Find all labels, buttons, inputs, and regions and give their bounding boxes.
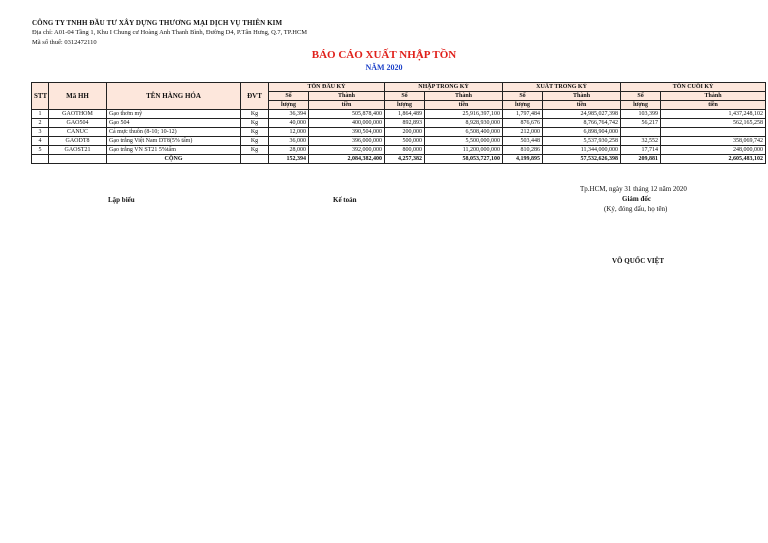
subheader-qty-top: Số — [269, 92, 309, 101]
cell-stt: 3 — [32, 128, 49, 137]
cell-qty: 892,893 — [385, 119, 425, 128]
cell-stt: 1 — [32, 110, 49, 119]
subheader-qty-top: Số — [503, 92, 543, 101]
total-amount: 2,605,483,102 — [661, 155, 766, 164]
table-row — [32, 128, 766, 137]
cell-qty: 56,217 — [621, 119, 661, 128]
cell-amount: 400,000,000 — [309, 119, 385, 128]
total-amount: 58,053,727,100 — [425, 155, 503, 164]
cell-stt: 5 — [32, 146, 49, 155]
cell-unit — [241, 155, 269, 164]
cell-unit: Kg — [241, 128, 269, 137]
subheader-qty-bottom: lượng — [385, 101, 425, 110]
cell-amount — [661, 128, 766, 137]
cell-qty: 200,000 — [385, 128, 425, 137]
report-date: Tp.HCM, ngày 31 tháng 12 năm 2020 — [580, 185, 687, 193]
cell-qty: 876,676 — [503, 119, 543, 128]
accountant-label: Kế toán — [333, 196, 357, 204]
cell-code: CANUC — [49, 128, 107, 137]
cell-amount: 5,537,930,258 — [543, 137, 621, 146]
subheader-amount-bottom: tiền — [425, 101, 503, 110]
cell-qty: 1,797,484 — [503, 110, 543, 119]
cell-amount: 11,344,000,000 — [543, 146, 621, 155]
cell-unit: Kg — [241, 137, 269, 146]
cell-qty — [621, 128, 661, 137]
preparer-label: Lập biểu — [108, 196, 135, 204]
company-name: CÔNG TY TNHH ĐẦU TƯ XÂY DỰNG THƯƠNG MẠI DỊCH VỤ THIÊN KIM — [32, 19, 283, 27]
cell-stt: 2 — [32, 119, 49, 128]
cell-qty: 40,000 — [269, 119, 309, 128]
cell-amount: 396,000,000 — [309, 137, 385, 146]
cell-qty: 1,864,489 — [385, 110, 425, 119]
cell-amount: 562,165,258 — [661, 119, 766, 128]
subheader-qty-bottom: lượng — [269, 101, 309, 110]
cell-amount: 24,985,027,398 — [543, 110, 621, 119]
director-label: Giám đốc — [622, 195, 651, 203]
subheader-qty-top: Số — [385, 92, 425, 101]
cell-amount: 1,437,248,102 — [661, 110, 766, 119]
director-note: (Ký, đóng dấu, họ tên) — [604, 205, 668, 213]
subheader-amount-top: Thành — [425, 92, 503, 101]
cell-code: GAOST21 — [49, 146, 107, 155]
cell-amount: 8,766,764,742 — [543, 119, 621, 128]
cell-amount: 392,000,000 — [309, 146, 385, 155]
cell-name: Gạo trắng Việt Nam DT8(5% tấm) — [107, 137, 241, 146]
col-header-name: TÊN HÀNG HÓA — [107, 83, 241, 110]
col-header-stt: STT — [32, 83, 49, 110]
cell-code: GAODT8 — [49, 137, 107, 146]
cell-qty: 28,000 — [269, 146, 309, 155]
cell-amount: 248,000,000 — [661, 146, 766, 155]
subheader-amount-bottom: tiền — [543, 101, 621, 110]
cell-amount: 390,504,000 — [309, 128, 385, 137]
director-name: VÕ QUỐC VIỆT — [612, 257, 664, 265]
total-row — [32, 155, 766, 164]
cell-amount: 8,928,930,000 — [425, 119, 503, 128]
subheader-amount-bottom: tiền — [309, 101, 385, 110]
col-header-unit: ĐVT — [241, 83, 269, 110]
cell-stt: 4 — [32, 137, 49, 146]
cell-name: Gạo 504 — [107, 119, 241, 128]
cell-unit: Kg — [241, 119, 269, 128]
cell-amount: 6,898,904,000 — [543, 128, 621, 137]
cell-amount: 25,916,397,100 — [425, 110, 503, 119]
cell-unit: Kg — [241, 110, 269, 119]
cell-qty: 500,000 — [385, 137, 425, 146]
total-label: CỘNG — [107, 155, 241, 164]
cell-code: GAOTHOM — [49, 110, 107, 119]
group-header-closing: TỒN CUỐI KỲ — [621, 83, 766, 92]
subheader-qty-top: Số — [621, 92, 661, 101]
cell-stt — [32, 155, 49, 164]
table-row — [32, 137, 766, 146]
cell-amount: 5,500,000,000 — [425, 137, 503, 146]
report-body — [32, 110, 766, 164]
group-header-opening: TỒN ĐẦU KỲ — [269, 83, 385, 92]
total-amount: 57,532,626,398 — [543, 155, 621, 164]
subheader-amount-top: Thành — [661, 92, 766, 101]
table-row — [32, 110, 766, 119]
group-header-import: NHẬP TRONG KỲ — [385, 83, 503, 92]
cell-qty: 212,000 — [503, 128, 543, 137]
table-row — [32, 119, 766, 128]
cell-qty: 36,000 — [269, 137, 309, 146]
cell-amount: 505,878,400 — [309, 110, 385, 119]
total-qty: 152,394 — [269, 155, 309, 164]
cell-qty: 12,000 — [269, 128, 309, 137]
group-header-export: XUẤT TRONG KỲ — [503, 83, 621, 92]
subheader-amount-bottom: tiền — [661, 101, 766, 110]
cell-amount: 6,508,400,000 — [425, 128, 503, 137]
cell-name: Cá mực thuôn (8-10; 10-12) — [107, 128, 241, 137]
cell-code: GAO504 — [49, 119, 107, 128]
cell-qty: 503,448 — [503, 137, 543, 146]
subheader-qty-bottom: lượng — [621, 101, 661, 110]
cell-code — [49, 155, 107, 164]
company-address: Địa chỉ: A01-04 Tầng 1, Khu I Chung cư Hoàng Anh Thanh Bình, Đường D4, P.Tân Hưng, Q.7, TP.HCM — [32, 29, 308, 36]
cell-name: Gạo thơm mỹ — [107, 110, 241, 119]
cell-qty: 810,286 — [503, 146, 543, 155]
cell-amount: 11,200,000,000 — [425, 146, 503, 155]
subheader-amount-top: Thành — [309, 92, 385, 101]
cell-name: Gạo trắng VN ST21 5%tấm — [107, 146, 241, 155]
total-qty: 209,881 — [621, 155, 661, 164]
tax-code: Mã số thuế: 0312472110 — [32, 39, 97, 46]
cell-qty: 103,399 — [621, 110, 661, 119]
subheader-amount-top: Thành — [543, 92, 621, 101]
cell-amount: 358,069,742 — [661, 137, 766, 146]
report-year: NĂM 2020 — [365, 63, 403, 72]
report-title: BÁO CÁO XUẤT NHẬP TỒN — [311, 49, 457, 61]
cell-qty: 800,000 — [385, 146, 425, 155]
total-qty: 4,199,895 — [503, 155, 543, 164]
subheader-qty-bottom: lượng — [503, 101, 543, 110]
cell-qty: 17,714 — [621, 146, 661, 155]
total-qty: 4,257,382 — [385, 155, 425, 164]
total-amount: 2,084,382,400 — [309, 155, 385, 164]
cell-qty: 32,552 — [621, 137, 661, 146]
cell-qty: 36,394 — [269, 110, 309, 119]
cell-unit: Kg — [241, 146, 269, 155]
inventory-report-table — [31, 82, 766, 164]
col-header-code: Mã HH — [49, 83, 107, 110]
table-row — [32, 146, 766, 155]
